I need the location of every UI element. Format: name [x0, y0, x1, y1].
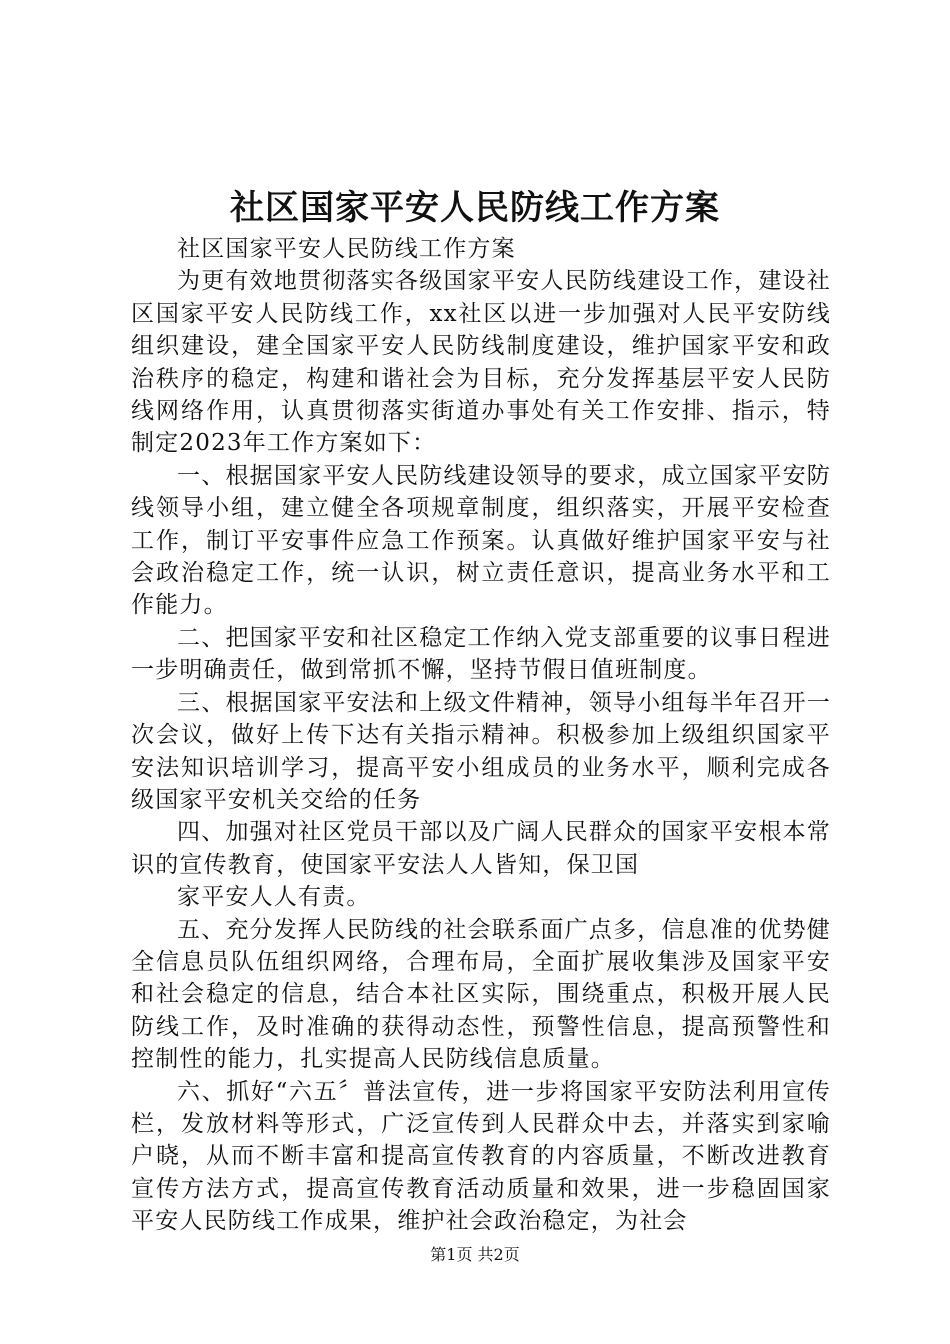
paragraph-heading-repeat: 社区国家平安人民防线工作方案 — [177, 236, 516, 262]
paragraph-intro: 为更有效地贯彻落实各级国家平安人民防线建设工作，建设社区国家平安人民防线工作，xx社区以进一步加强对人民平安防线组织建设，建全国家平安人民防线制度建设，维护国家平安和政治秩序的稳定，构建和谐社会为目标，充分发挥基层平安人民防线网络作用，认真贯彻落实街道办事处有关工作安排、指示，特制定2023年工作方案如下： — [131, 268, 831, 457]
paragraph-item-3: 三、根据国家平安法和上级文件精神，领导小组每半年召开一次会议，做好上传下达有关指示精神。积极参加上级组织国家平安法知识培训学习，提高平安小组成员的业务水平，顺利完成各级国家平安机关交给的任务 — [131, 689, 831, 813]
paragraph-item-2: 二、把国家平安和社区稳定工作纳入党支部重要的议事日程进一步明确责任，做到常抓不懈，坚持节假日值班制度。 — [131, 624, 831, 684]
document-body — [131, 233, 831, 1238]
paragraph-item-1: 一、根据国家平安人民防线建设领导的要求，成立国家平安防线领导小组，建立健全各项规章制度，组织落实，开展平安检查工作，制订平安事件应急工作预案。认真做好维护国家平安与社会政治稳定工作，统一认识，树立责任意识，提高业务水平和工作能力。 — [131, 462, 831, 619]
paragraph-item-6: 六、抓好“六五〞普法宣传，进一步将国家平安防法利用宣传栏，发放材料等形式，广泛宣传到人民群众中去，并落实到家喻户晓，从而不断丰富和提高宣传教育的内容质量，不断改进教育宣传方法方式，提高宣传教育活动质量和效果，进一步稳固国家平安人民防线工作成果，维护社会政治稳定，为社会 — [131, 1078, 831, 1235]
document-title: 社区国家平安人民防线工作方案 — [230, 188, 720, 228]
paragraph-item-4-continued: 家平安人人有责。 — [177, 884, 371, 911]
page-footer: 第1页 共2页 — [430, 1245, 520, 1264]
paragraph-item-4: 四、加强对社区党员干部以及广阔人民群众的国家平安根本常识的宣传教育，使国家平安法人人皆知，保卫国 — [131, 819, 831, 878]
paragraph-item-5: 五、充分发挥人民防线的社会联系面广点多，信息准的优势健全信息员队伍组织网络，合理布局，全面扩展收集涉及国家平安和社会稳定的信息，结合本社区实际，围绕重点，积极开展人民防线工作，及时准确的获得动态性，预警性信息，提高预警性和控制性的能力，扎实提高人民防线信息质量。 — [131, 916, 831, 1073]
